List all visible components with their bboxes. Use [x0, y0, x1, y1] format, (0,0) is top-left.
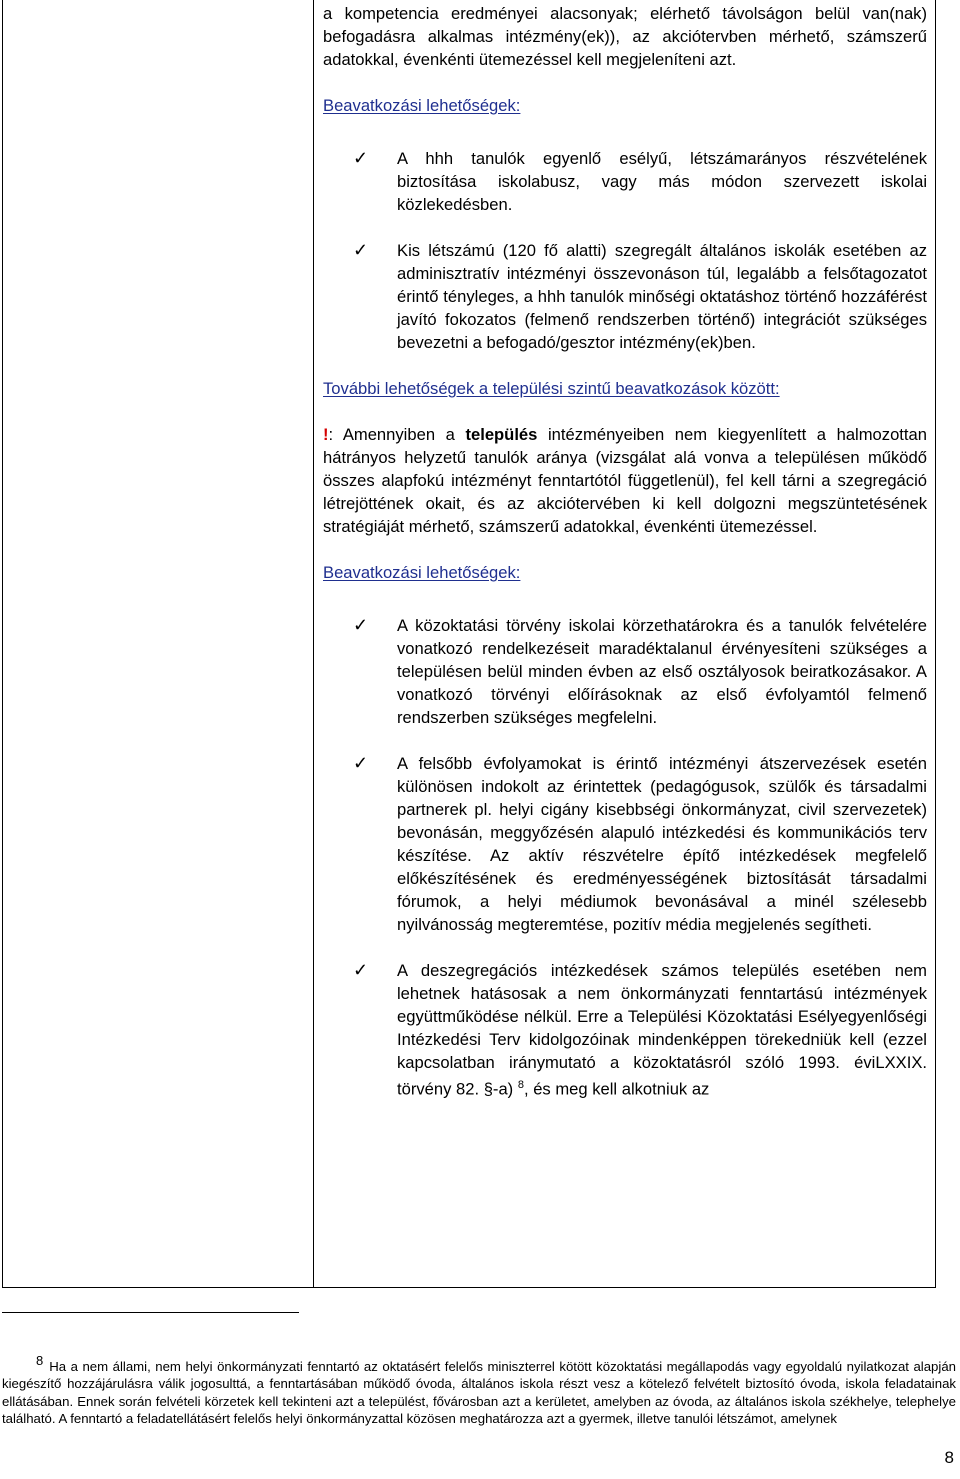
column-divider — [313, 0, 314, 1288]
bold-term: település — [465, 425, 538, 444]
check-icon: ✓ — [353, 753, 369, 773]
section-heading: Beavatkozási lehetőségek: — [323, 96, 521, 115]
section-heading: Beavatkozási lehetőségek: — [323, 563, 521, 582]
list-item-text: A deszegregációs intézkedések számos település esetében nem lehetnek hatásosak a nem önkormányzati fenntartású intézmények együttműködése nélkül. Erre a Települési Közoktatási Esélyegyenlőségi Intézkedési Terv kidolgozóinak mindenképpen törekedniük kell (ezzel kapcsolatban iránymutató a közoktatásról szóló 1993. éviLXXIX. törvény 82. §-a) $^8$, és meg kell alkotniuk az — [397, 961, 927, 1099]
footnote-number: 8 — [36, 1353, 44, 1368]
footnote — [2, 1352, 956, 1427]
footnote-separator — [2, 1312, 299, 1313]
check-icon: ✓ — [353, 240, 369, 260]
list-item-text: A közoktatási törvény iskolai körzethatárokra és a tanulók felvételére vonatkozó rendelkezéseit maradéktalanul érvényesíteni szükséges a településen belül minden évben az első osztályosok beiratkozásakor. A vonatkozó törvényi előírásoknak az első évfolyamtól felmenő rendszerben szükséges megfelelni. — [397, 616, 927, 727]
list-item-text: A felsőbb évfolyamokat is érintő intézményi átszervezések esetén különösen indokolt az érintettek (pedagógusok, szülők és társadalmi partnerek pl. helyi cigány kisebbségi önkormányzat, civil szervezetek) bevonásán, meggyőzésén alapuló intézkedési és kommunikációs terv készítése. Az aktív részvételre építő intézkedések megfelelő előkészítésének és eredményességének biztosítását társadalmi fórumok, a helyi médiumok bevonásával a minél szélesebb nyilvánosság megteremtése, pozitív média megjelenés segítheti. — [397, 754, 927, 934]
page-number: 8 — [944, 1448, 954, 1467]
footnote-text: Ha a nem állami, nem helyi önkormányzati fenntartó az oktatásért felelős miniszterrel kötött közoktatási megállapodás vagy egyoldalú nyilatkozat alapján kiegészítő hozzájárulásra válik jogosulttá, a fenntartásában működő óvoda, általános iskola részt vesz a kötelező felvételt biztosító óvoda, iskola feladatainak ellátásában. Ennek során felvételi körzetek kell tekinteni azt a települést, fővárosban azt a kerületet, amelyben az óvoda, az általános iskola székhelye, telephelye található. A fenntartó a feladatellátásért felelős helyi önkormányzattal közösen meghatározza azt a gyermek, illetve tanulói létszámot, amelynek — [2, 1359, 956, 1426]
exclamation-mark: ! — [323, 425, 329, 444]
list-item — [323, 959, 927, 1101]
list-item — [323, 614, 927, 729]
settlement-paragraph: !: Amennyiben a település intézményeiben nem kiegyenlített a halmozottan hátrányos helyzetű tanulók aránya (vizsgálat alá vonva a településen működő összes alapfokú intézményt fenntartótól függetlenül), fel kell tárni a szegregáció létrejöttének okait, és az akciótervében ki kell dolgozni megszüntetésének stratégiáját mérhető, számszerű adatokkal, évenkénti ütemezéssel. — [323, 425, 927, 536]
list-item — [323, 239, 927, 354]
check-icon: ✓ — [353, 615, 369, 635]
list-item — [323, 147, 927, 216]
document-body — [323, 2, 927, 1101]
check-icon: ✓ — [353, 148, 369, 168]
list-item-text: Kis létszámú (120 fő alatti) szegregált általános iskolák esetében az adminisztratív intézményi összevonáson túl, legalább a felsőtagozatot érintő tényleges, a hhh tanulók minőségi oktatáshoz történő hozzáférést javító fokozatos (felmenő rendszerben történő) integrációt szükséges bevezetni a befogadó/gesztor intézmény(ek)ben. — [397, 241, 927, 352]
intro-paragraph: a kompetencia eredményei alacsonyak; elérhető távolságon belül van(nak) befogadásra alkalmas intézmény(ek)), az akciótervben mérhető, számszerű adatokkal, évenkénti ütemezéssel kell megjeleníteni azt. — [323, 4, 927, 69]
check-icon: ✓ — [353, 960, 369, 980]
list-item-text: A hhh tanulók egyenlő esélyű, létszámarányos részvételének biztosítása iskolabusz, vagy más módon szervezett iskolai közlekedésben. — [397, 149, 927, 214]
footnote-reference[interactable]: 8 — [517, 1079, 524, 1091]
section-heading: További lehetőségek a települési szintű beavatkozások között: — [323, 379, 780, 398]
list-item — [323, 752, 927, 936]
